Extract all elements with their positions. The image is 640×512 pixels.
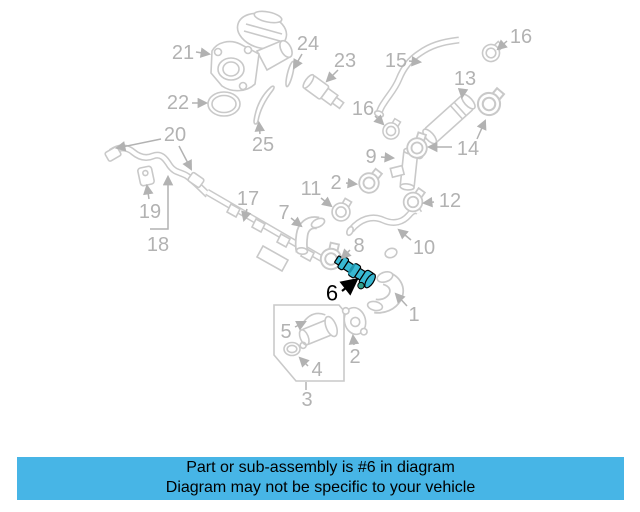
part-label-22: 22 <box>166 92 190 114</box>
hose-end-ring <box>384 247 398 260</box>
part-label-10: 10 <box>412 237 436 259</box>
part-label-23: 23 <box>333 50 357 72</box>
part-label-18: 18 <box>146 234 170 256</box>
leader-arrow-19 <box>147 186 149 199</box>
leader-arrow-5 <box>295 322 305 327</box>
part-label-6: 6 <box>325 280 339 306</box>
part-label-8: 8 <box>353 235 365 257</box>
part-label-25: 25 <box>251 134 275 156</box>
leader-arrow-20 <box>117 139 161 148</box>
part-5-thermostat <box>291 308 340 350</box>
part-22-o-ring <box>208 92 240 116</box>
part-label-13: 13 <box>453 68 477 90</box>
part-label-14: 14 <box>456 138 480 160</box>
part-label-2: 2 <box>330 172 342 194</box>
part-label-4: 4 <box>311 359 323 381</box>
part-25-gasket <box>254 86 274 124</box>
part-label-11: 11 <box>300 178 322 200</box>
leader-arrow-21 <box>196 52 209 54</box>
banner-line-2: Diagram may not be specific to your vehicle <box>165 479 476 496</box>
part-2-thermostat-cover <box>341 304 369 339</box>
leader-arrow-2 <box>353 336 354 345</box>
leader-arrow-2 <box>346 183 356 184</box>
part-label-20: 20 <box>163 124 187 146</box>
part-17-pipe-rail <box>207 192 331 271</box>
part-label-21: 21 <box>171 42 195 64</box>
part-19-clip <box>137 166 154 187</box>
part-label-17: 17 <box>236 188 260 210</box>
part-24-seal <box>284 61 295 87</box>
part-23-sensor <box>301 73 346 112</box>
part-label-12: 12 <box>438 190 462 212</box>
part-label-19: 19 <box>138 201 162 223</box>
clamp-2-icon <box>358 167 383 194</box>
part-20-heater-hose <box>104 146 208 195</box>
clamp-16-icon <box>481 38 504 64</box>
banner-line-1: Part or sub-assembly is #6 in diagram <box>186 459 455 476</box>
clamp-12-icon <box>403 187 425 212</box>
clamp-16-icon <box>383 119 401 139</box>
part-label-24: 24 <box>296 33 320 55</box>
clamp-11-icon <box>332 198 351 221</box>
leader-arrow-25 <box>259 123 260 134</box>
part-label-16: 16 <box>509 26 533 48</box>
clamp-14-icon <box>476 85 505 117</box>
part-label-15: 15 <box>384 50 408 72</box>
leader-arrow-7 <box>291 218 301 226</box>
leader-arrow-6 <box>342 280 356 291</box>
highlight-banner <box>17 457 624 500</box>
part-label-16: 16 <box>351 98 375 120</box>
part-label-1: 1 <box>408 304 420 326</box>
part-label-3: 3 <box>301 389 313 411</box>
leader-arrow-14 <box>477 121 485 139</box>
part-label-7: 7 <box>278 202 290 224</box>
part-4-o-ring <box>284 343 300 356</box>
leader-arrow-20 <box>179 146 191 169</box>
part-10-hose <box>346 211 419 237</box>
part-21-water-outlet-housing <box>211 8 295 91</box>
leader-arrow-9 <box>381 157 393 158</box>
leader-arrow-11 <box>321 198 331 206</box>
part-label-9: 9 <box>365 146 377 168</box>
leader-arrow-13 <box>462 89 463 97</box>
leader-arrow-24 <box>294 54 302 68</box>
part-label-2: 2 <box>349 346 361 368</box>
leader-arrow-4 <box>300 358 308 366</box>
leader-arrow-10 <box>399 230 411 240</box>
leader-arrow-15 <box>409 61 420 62</box>
leader-arrow-12 <box>424 202 434 203</box>
part-label-5: 5 <box>280 321 292 343</box>
